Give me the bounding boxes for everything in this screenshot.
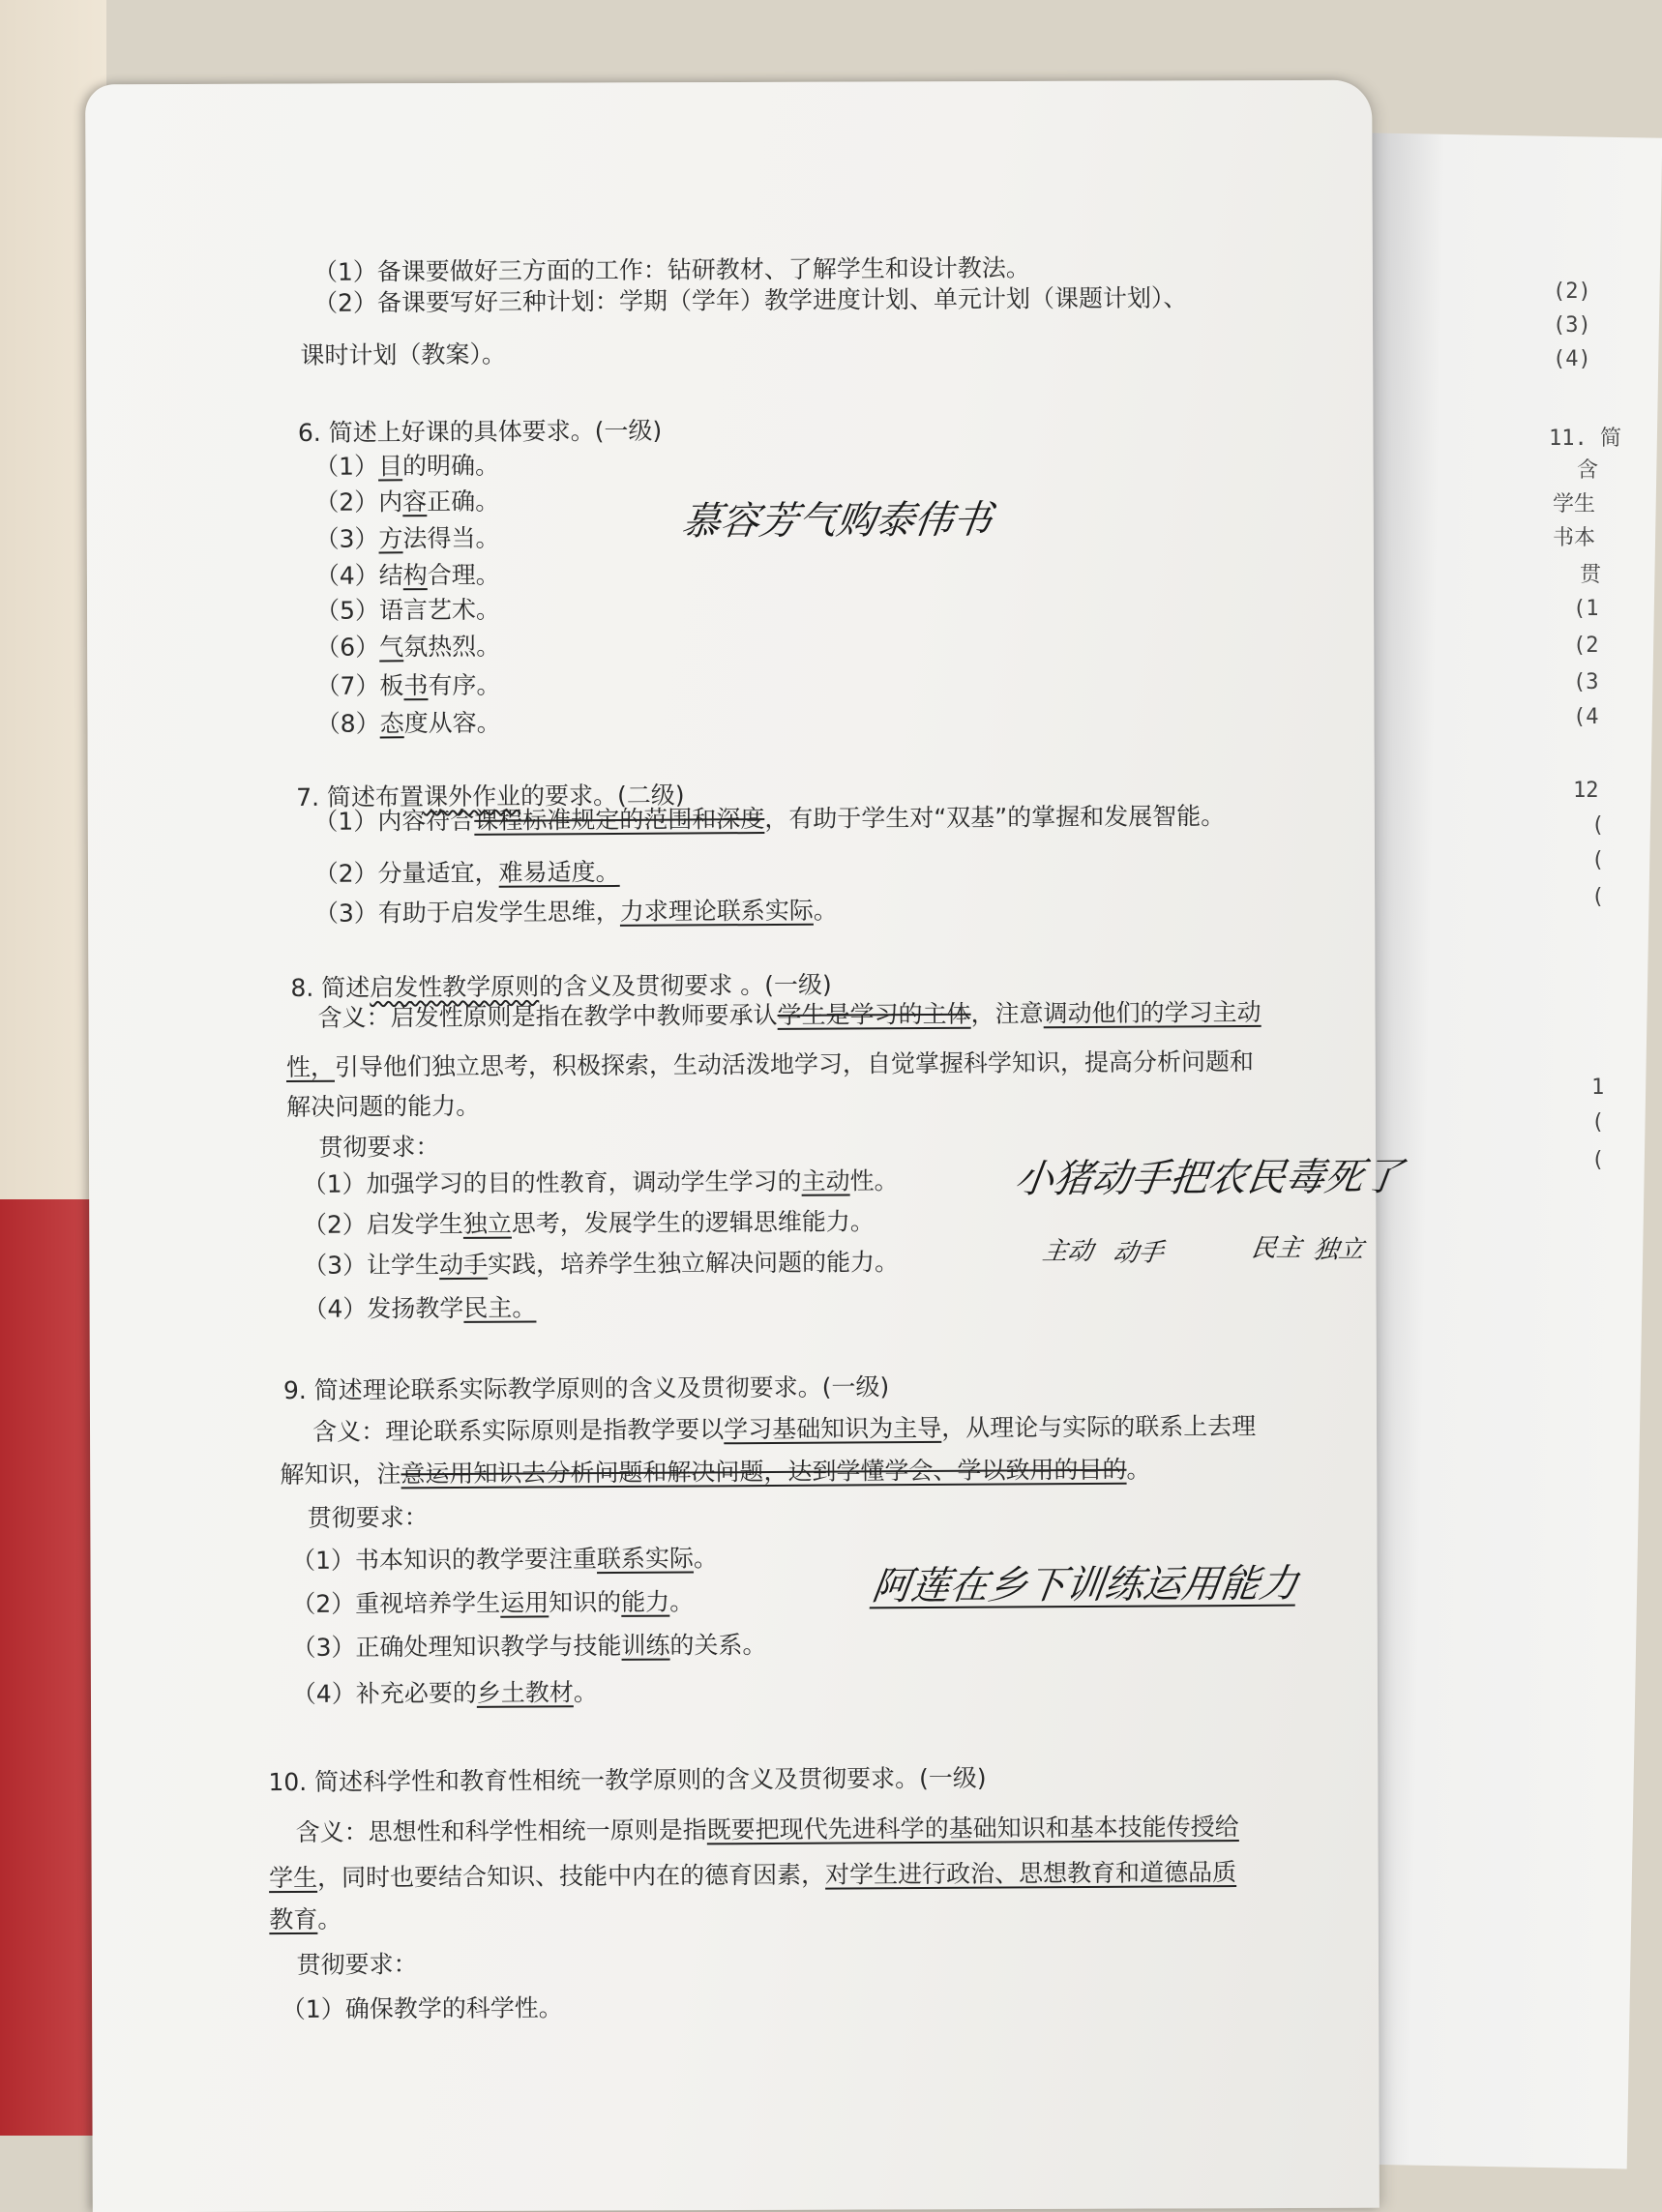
underlined-text: 学习基础知识为主导	[724, 1413, 942, 1444]
text-line	[312, 1411, 1256, 1448]
facing-page-text: (1	[1573, 597, 1599, 621]
text-segment: （2）重视培养学生	[291, 1588, 501, 1619]
text-line	[268, 1763, 986, 1799]
text-segment: 引导他们独立思考，积极探索，生动活泼地学习，自觉掌握科学知识，提高分析问题和	[334, 1047, 1255, 1081]
text-segment: 知识的	[549, 1587, 622, 1617]
text-segment: （3）	[314, 524, 379, 553]
text-segment: 含义：思想性和科学性相统一原则是指	[295, 1815, 707, 1846]
text-segment: （1）备课要做好三方面的工作：钻研教材、了解学生和设计教法。	[312, 253, 1030, 286]
facing-page-text: (2)	[1553, 280, 1591, 304]
text-line	[315, 560, 500, 592]
text-line	[286, 1047, 1254, 1083]
text-segment: （6）	[315, 633, 380, 662]
facing-page-text: (3)	[1553, 313, 1591, 338]
text-line	[314, 487, 499, 518]
text-segment: （1）加强学习的目的性教育，调动学生学习的	[302, 1166, 802, 1198]
underlined-text: 方	[378, 524, 403, 553]
text-line	[313, 801, 1225, 838]
text-segment: ，同时也要结合知识、技能中内在的德育因素，	[316, 1860, 826, 1892]
underlined-text: 独立	[462, 1209, 512, 1238]
text-segment: 10. 简述科学性和教育性相统一教学原则的含义及贯彻要求。(一级)	[268, 1763, 987, 1797]
text-segment: ，注意	[970, 999, 1044, 1028]
text-segment: 。	[669, 1587, 695, 1616]
text-line	[290, 970, 831, 1004]
text-segment: 的要求。(二级)	[519, 781, 685, 811]
text-segment: 。	[693, 1544, 719, 1573]
text-segment: 含义：启发性原则是指在教学中教师要承认	[317, 1000, 778, 1032]
handwritten-note-q8: 小猪动手把农民毒死了	[1012, 1154, 1406, 1202]
text-segment: 贯彻要求：	[296, 1950, 418, 1979]
facing-page-text: (	[1591, 1148, 1605, 1172]
handwritten-gloss: 独立	[1311, 1235, 1366, 1265]
underlined-text: 主动	[801, 1166, 850, 1195]
underlined-text: 能力	[621, 1587, 670, 1616]
underlined-text: 既要把现代先进科学的基础知识和基本技能传授给	[706, 1813, 1239, 1844]
underlined-text: 力求理论联系实际	[619, 896, 814, 926]
underlined-text: 难易适度。	[498, 857, 620, 887]
text-line	[296, 1949, 417, 1981]
text-line	[315, 632, 500, 664]
facing-page-text: (3	[1573, 670, 1599, 694]
text-segment: 8. 简述	[290, 973, 371, 1003]
text-line	[286, 1091, 480, 1123]
text-line	[282, 1992, 563, 2025]
text-line	[303, 1165, 899, 1200]
text-segment: （3）让学生	[303, 1251, 440, 1280]
text-segment: 有序。	[428, 670, 501, 700]
text-segment: （3）正确处理知识教学与技能	[291, 1631, 622, 1663]
text-segment: （1）内容符合	[313, 806, 475, 836]
text-line	[300, 339, 506, 371]
text-line	[315, 670, 500, 702]
text-segment: （2）分量适宜，	[313, 858, 499, 888]
facing-page-text: 1	[1591, 1076, 1605, 1100]
underlined-text: 书	[403, 671, 429, 700]
facing-page-text: 含	[1577, 458, 1599, 483]
underlined-text: 启发性教学原则	[370, 972, 540, 1002]
underlined-text: 联系实际	[596, 1544, 695, 1574]
text-line	[291, 1543, 718, 1577]
text-segment: 含义：理论联系实际原则是指教学要以	[312, 1415, 725, 1446]
text-line	[269, 1904, 341, 1935]
facing-page-text: (	[1591, 885, 1605, 909]
underlined-text: 目	[377, 452, 403, 481]
facing-page-text: (4)	[1553, 347, 1591, 371]
text-segment: 。	[1126, 1455, 1151, 1484]
facing-page-text: (	[1591, 813, 1605, 838]
text-line	[314, 451, 499, 483]
underlined-text: 调动他们的学习主动	[1043, 997, 1261, 1028]
text-segment: 实践，培养学生独立解决问题的能力。	[487, 1248, 900, 1279]
facing-page-text: (4	[1573, 705, 1599, 729]
text-segment: （1）确保教学的科学性。	[281, 1993, 563, 2024]
underlined-text: 乡土教材	[476, 1678, 574, 1707]
underlined-text: 学生	[268, 1863, 318, 1893]
text-segment: （8）	[315, 709, 380, 738]
text-line	[318, 1132, 439, 1164]
text-segment: 贯彻要求：	[318, 1133, 440, 1162]
text-line	[313, 282, 1188, 319]
facing-page-text: 学生	[1553, 492, 1596, 516]
text-segment: 度从容。	[403, 708, 501, 738]
underlined-text: 民主。	[463, 1293, 537, 1322]
underlined-text: 课程标准规定的范围和深度	[474, 805, 765, 835]
text-segment: 的关系。	[669, 1631, 767, 1660]
text-segment: 。	[317, 1904, 342, 1933]
text-segment: 。	[573, 1678, 598, 1707]
underlined-text: 气	[379, 633, 404, 662]
text-line	[314, 523, 499, 555]
text-segment: 法得当。	[402, 523, 500, 553]
underlined-text: 教育	[269, 1904, 318, 1934]
text-segment: 。	[813, 896, 838, 925]
text-line	[313, 252, 1030, 288]
handwritten-gloss: 民主	[1249, 1233, 1304, 1263]
text-segment: （5）语言艺术。	[314, 595, 501, 625]
text-line	[316, 708, 501, 740]
text-segment: （1）书本知识的教学要注重	[290, 1545, 598, 1576]
handwritten-note-q9: 阿莲在乡下训练运用能力	[869, 1561, 1301, 1609]
text-line	[303, 1206, 875, 1241]
underlined-text: 运用	[500, 1588, 549, 1617]
facing-page-text: (	[1591, 848, 1605, 872]
text-line	[283, 1371, 889, 1406]
underlined-text: 态	[379, 709, 404, 738]
underlined-text: 课外作业	[423, 782, 521, 811]
handwritten-note-q6: 慕容芳气购泰伟书	[678, 497, 995, 545]
text-segment: 的明确。	[401, 451, 500, 481]
text-segment: （4）发扬教学	[303, 1293, 464, 1323]
text-segment: 的含义及贯彻要求 。(一级)	[539, 970, 832, 1001]
underlined-text: 对学生进行政治、思想教育和道德品质	[824, 1858, 1237, 1889]
text-line	[303, 1292, 536, 1324]
text-segment: （3）有助于启发学生思维，	[313, 897, 620, 928]
text-segment: （4）结	[314, 561, 403, 590]
text-segment: 6. 简述上好课的具体要求。(一级)	[297, 416, 663, 447]
text-line	[318, 997, 1261, 1034]
text-segment: 解知识，注	[280, 1460, 401, 1489]
facing-page-text: 11. 简	[1549, 427, 1621, 451]
facing-page-text: (	[1591, 1110, 1605, 1135]
underlined-text: 训练	[621, 1631, 670, 1660]
text-segment: 正确。	[427, 487, 500, 516]
text-line	[291, 1586, 694, 1620]
text-line	[291, 1630, 766, 1664]
underlined-text: 学生是学习的主体	[777, 999, 971, 1029]
text-line	[308, 1502, 429, 1534]
text-segment: （4）补充必要的	[291, 1678, 477, 1709]
text-segment: 7. 简述布置	[296, 782, 425, 811]
underlined-text: 性，	[285, 1052, 336, 1082]
text-line	[280, 1455, 1150, 1490]
text-line	[292, 1677, 598, 1710]
text-segment: 解决问题的能力。	[286, 1091, 481, 1122]
text-line	[269, 1857, 1236, 1894]
handwritten-gloss: 动手	[1111, 1238, 1166, 1268]
text-segment: 贯彻要求：	[307, 1503, 429, 1532]
text-line	[298, 416, 663, 449]
underlined-text: 构	[402, 561, 428, 590]
text-segment: （2）内	[314, 487, 403, 516]
text-segment: 合理。	[427, 560, 500, 590]
text-segment: （1）	[314, 452, 379, 481]
text-line	[296, 1812, 1239, 1848]
text-line	[303, 1247, 899, 1282]
facing-page-text: 12	[1573, 779, 1599, 803]
text-segment: ，有助于学生对“双基”的掌握和发展智能。	[764, 802, 1226, 834]
underlined-text: 动手	[438, 1250, 489, 1280]
text-segment: ，从理论与实际的联系上去理	[941, 1411, 1257, 1442]
text-segment: 课时计划（教案）。	[300, 339, 507, 369]
text-segment: 性。	[849, 1166, 899, 1195]
facing-page-text: (2	[1573, 634, 1599, 658]
underlined-text: 意运用知识去分析问题和解决问题，达到学懂学会、学以致用的目的	[401, 1455, 1127, 1489]
text-segment: （2）启发学生	[302, 1209, 463, 1239]
text-segment: （2）备课要写好三种计划：学期（学年）教学进度计划、单元计划（课题计划）、	[312, 283, 1188, 317]
underlined-text: 容	[402, 487, 428, 516]
text-line	[315, 595, 500, 627]
text-segment: 9. 简述理论联系实际教学原则的含义及贯彻要求。(一级)	[282, 1372, 890, 1405]
text-line	[314, 896, 838, 929]
facing-page-text: 书本	[1553, 526, 1596, 550]
text-line	[314, 857, 620, 890]
handwritten-gloss: 主动	[1040, 1236, 1095, 1267]
text-segment: 思考，发展学生的逻辑思维能力。	[511, 1207, 875, 1238]
text-segment: 氛热烈。	[403, 632, 501, 662]
facing-page-text: 贯	[1580, 563, 1602, 587]
text-segment: （7）板	[315, 671, 404, 700]
